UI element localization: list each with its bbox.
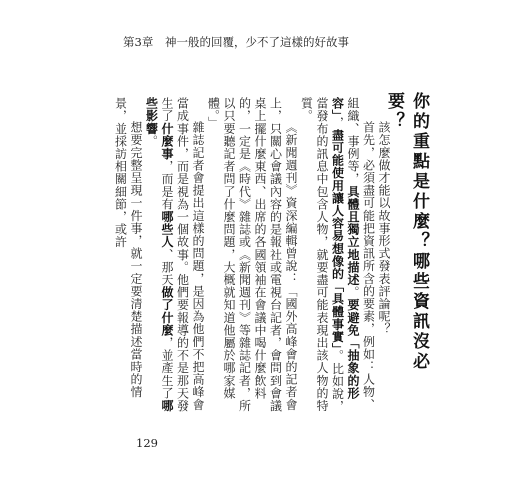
paragraph: 雜誌記者會提出這樣的問題，是因為他們不把高峰會當成事件，而是視為一個故事。他們要報導的不是那天發生了什麼事，而是有哪些人、那天做了什麼，並產生了哪些影響。 bbox=[144, 97, 205, 413]
paragraph: 該怎麼做才能以故事形式發表評論呢？ bbox=[377, 121, 391, 336]
section-title: 你的重點是什麼？哪些資訊沒必要？ bbox=[384, 92, 429, 372]
paragraph: 想要完整呈現一件事，就一定要清楚描述當時的情景，並採訪相關細節，或許 bbox=[113, 97, 143, 399]
body-text bbox=[113, 97, 391, 422]
emphasis: 做了什麼 bbox=[160, 286, 174, 337]
running-header bbox=[123, 34, 383, 50]
paragraph: 首先，必須盡可能把資訊所含的要素，例如：人物、組織、事例等，具體且獨立地描述。要避免「抽象的形容」，盡可能使用讓人容易想像的「具體事實」。比如說，當發布的訊息中包含人物，就要盡可能表現出該人物的特質。 bbox=[299, 97, 376, 413]
emphasis: 要避免「抽象的形容」 bbox=[330, 97, 360, 400]
emphasis: 具體且獨立地描述 bbox=[346, 185, 360, 287]
emphasis: 什麼事 bbox=[160, 122, 174, 161]
emphasis: 哪些人 bbox=[160, 210, 174, 249]
paragraph: 《新聞週刊》資深編輯曾說：「國外高峰會的記者會上，只關心會議內容的是報社或電視台記者，會問到會議桌上擺什麼東西、出席的各國領袖在會議中喝什麼飲料的，一定是《時代》雜誌或《新聞週刊》等雜誌記者，所以只要聽記者問了什麼問題，大概就知道他屬於哪家媒體。」 bbox=[206, 97, 298, 412]
chapter-title: 神一般的回覆，少不了這樣的好故事 bbox=[164, 35, 349, 49]
emphasis: 哪些影響 bbox=[144, 97, 174, 413]
chapter-label: 第3章 bbox=[123, 35, 154, 49]
page-number: 129 bbox=[136, 436, 158, 450]
emphasis: 盡可能使用讓人容易想像的「具體事實」 bbox=[330, 128, 345, 350]
